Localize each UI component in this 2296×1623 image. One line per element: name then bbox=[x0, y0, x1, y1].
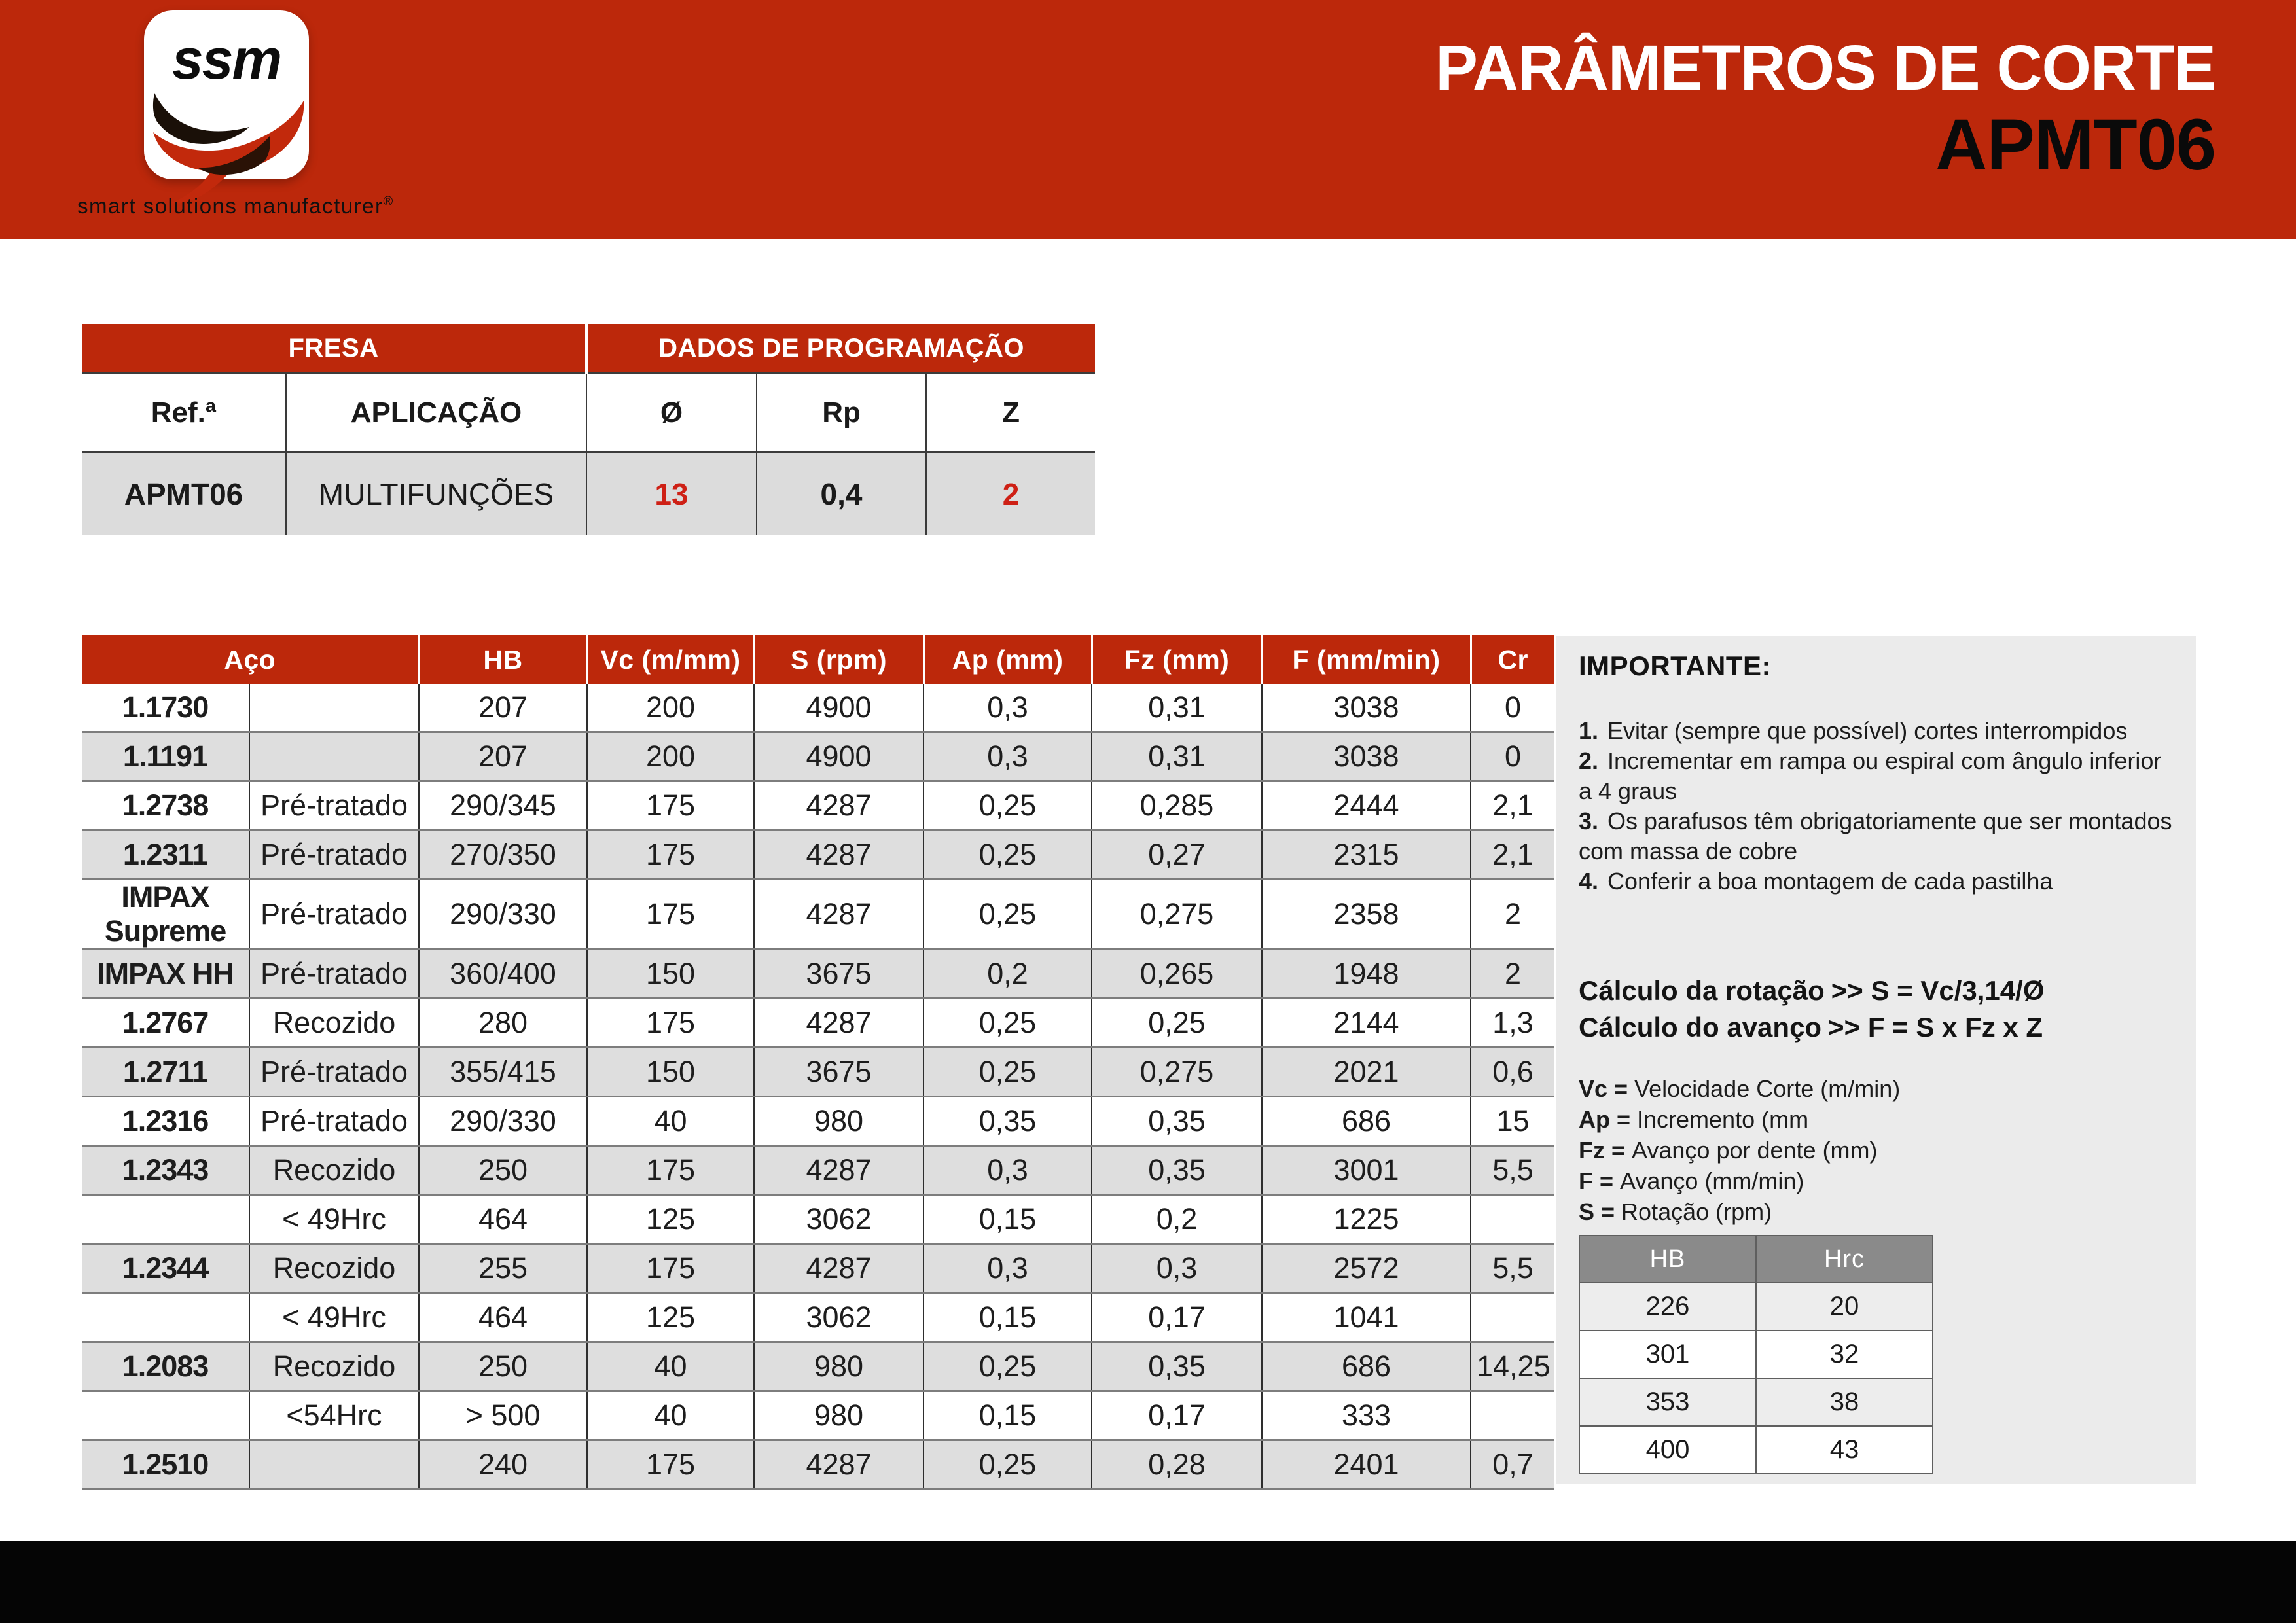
table-cell: 150 bbox=[587, 1048, 754, 1097]
table-cell: 0,3 bbox=[924, 732, 1092, 781]
table-cell: 4287 bbox=[754, 999, 924, 1048]
table-cell bbox=[82, 1293, 249, 1342]
table-cell: 0,25 bbox=[1092, 999, 1262, 1048]
table-cell: Recozido bbox=[249, 1342, 419, 1391]
col-aco: Aço bbox=[82, 635, 419, 684]
table-cell: 686 bbox=[1262, 1342, 1471, 1391]
table-cell: 3038 bbox=[1262, 684, 1471, 732]
table-cell: 1.2316 bbox=[82, 1097, 249, 1146]
tool-table-value-row bbox=[82, 452, 1095, 536]
ssm-swoosh-icon bbox=[135, 81, 325, 205]
table-cell: 0,25 bbox=[924, 830, 1092, 880]
note-item: 1. Evitar (sempre que possível) cortes interrompidos bbox=[1579, 717, 2128, 744]
table-cell: 14,25 bbox=[1471, 1342, 1554, 1391]
table-row bbox=[82, 781, 1554, 830]
table-cell: Pré-tratado bbox=[249, 880, 419, 950]
table-cell: 0 bbox=[1471, 684, 1554, 732]
table-cell: 3038 bbox=[1262, 732, 1471, 781]
table-cell bbox=[249, 684, 419, 732]
table-cell: 0,3 bbox=[924, 1244, 1092, 1293]
table-cell: Recozido bbox=[249, 1244, 419, 1293]
table-cell: 0,2 bbox=[924, 950, 1092, 999]
table-cell: 0,31 bbox=[1092, 684, 1262, 732]
table-row bbox=[82, 1391, 1554, 1440]
col-vc: Vc (m/mm) bbox=[587, 635, 754, 684]
table-cell: Recozido bbox=[249, 999, 419, 1048]
hardness-table bbox=[1579, 1235, 1933, 1474]
table-cell: 0 bbox=[1471, 732, 1554, 781]
table-cell: 2,1 bbox=[1471, 781, 1554, 830]
table-cell: 15 bbox=[1471, 1097, 1554, 1146]
table-cell: 3675 bbox=[754, 1048, 924, 1097]
table-cell: 2401 bbox=[1262, 1440, 1471, 1489]
table-cell: 0,31 bbox=[1092, 732, 1262, 781]
table-cell: 200 bbox=[587, 684, 754, 732]
table-cell: 226 bbox=[1579, 1283, 1756, 1330]
table-cell: 0,6 bbox=[1471, 1048, 1554, 1097]
table-cell: 1,3 bbox=[1471, 999, 1554, 1048]
table-cell: 0,35 bbox=[1092, 1342, 1262, 1391]
table-row bbox=[82, 1195, 1554, 1244]
table-cell: 400 bbox=[1579, 1426, 1756, 1474]
table-cell: 2,1 bbox=[1471, 830, 1554, 880]
table-row bbox=[1579, 1378, 1933, 1426]
table-cell: 0,28 bbox=[1092, 1440, 1262, 1489]
table-cell: 207 bbox=[419, 684, 587, 732]
table-cell: 1041 bbox=[1262, 1293, 1471, 1342]
page-title: PARÂMETROS DE CORTE bbox=[1435, 32, 2215, 103]
tool-ref-value: APMT06 bbox=[82, 452, 286, 536]
table-cell: 0,25 bbox=[924, 1048, 1092, 1097]
table-cell: 0,15 bbox=[924, 1293, 1092, 1342]
table-cell: 175 bbox=[587, 830, 754, 880]
table-cell: Pré-tratado bbox=[249, 950, 419, 999]
legend-item: Ap = Incremento (mm bbox=[1579, 1106, 1809, 1133]
table-cell: Pré-tratado bbox=[249, 1097, 419, 1146]
table-cell: Pré-tratado bbox=[249, 830, 419, 880]
formula-feed: Cálculo do avanço >> F = S x Fz x Z bbox=[1579, 1012, 2043, 1043]
table-cell: 2572 bbox=[1262, 1244, 1471, 1293]
table-cell: 4900 bbox=[754, 684, 924, 732]
table-cell: 0,35 bbox=[924, 1097, 1092, 1146]
table-cell: Recozido bbox=[249, 1146, 419, 1195]
table-row bbox=[82, 1440, 1554, 1489]
table-cell: 2021 bbox=[1262, 1048, 1471, 1097]
table-cell: 301 bbox=[1579, 1330, 1756, 1378]
table-cell: IMPAX HH bbox=[82, 950, 249, 999]
table-cell: 270/350 bbox=[419, 830, 587, 880]
table-cell: 40 bbox=[587, 1097, 754, 1146]
tool-diameter-value: 13 bbox=[586, 452, 757, 536]
table-cell: 0,275 bbox=[1092, 1048, 1262, 1097]
table-cell: 464 bbox=[419, 1195, 587, 1244]
table-cell: 0,17 bbox=[1092, 1391, 1262, 1440]
table-cell: 0,25 bbox=[924, 781, 1092, 830]
legend-item: S = Rotação (rpm) bbox=[1579, 1198, 1772, 1225]
col-s: S (rpm) bbox=[754, 635, 924, 684]
table-cell: 2444 bbox=[1262, 781, 1471, 830]
table-cell: 5,5 bbox=[1471, 1244, 1554, 1293]
table-cell: 0,25 bbox=[924, 880, 1092, 950]
table-row bbox=[82, 684, 1554, 732]
table-cell bbox=[249, 732, 419, 781]
legend-item: Vc = Velocidade Corte (m/min) bbox=[1579, 1075, 1901, 1102]
table-cell: 980 bbox=[754, 1391, 924, 1440]
table-cell: 1.2083 bbox=[82, 1342, 249, 1391]
cutting-table-header-row bbox=[82, 635, 1554, 684]
registered-mark: ® bbox=[383, 194, 394, 209]
col-hb: HB bbox=[419, 635, 587, 684]
table-cell: 0,7 bbox=[1471, 1440, 1554, 1489]
table-cell: 20 bbox=[1756, 1283, 1933, 1330]
table-cell: 175 bbox=[587, 1146, 754, 1195]
table-cell: 255 bbox=[419, 1244, 587, 1293]
table-cell: <54Hrc bbox=[249, 1391, 419, 1440]
table-cell: 4287 bbox=[754, 1146, 924, 1195]
table-row bbox=[82, 1146, 1554, 1195]
table-cell: 4287 bbox=[754, 1244, 924, 1293]
table-row bbox=[82, 1097, 1554, 1146]
hardness-table-body bbox=[1579, 1283, 1933, 1474]
notes-list bbox=[1579, 716, 2176, 897]
table-cell: 0,25 bbox=[924, 999, 1092, 1048]
table-cell: 2144 bbox=[1262, 999, 1471, 1048]
table-cell: 1948 bbox=[1262, 950, 1471, 999]
tool-col-z: Z bbox=[926, 374, 1095, 452]
col-fz: Fz (mm) bbox=[1092, 635, 1262, 684]
table-cell: 3675 bbox=[754, 950, 924, 999]
table-cell: 4287 bbox=[754, 781, 924, 830]
formula-rotation: Cálculo da rotação >> S = Vc/3,14/Ø bbox=[1579, 975, 2045, 1006]
formulas bbox=[1579, 972, 2176, 1046]
table-cell: Pré-tratado bbox=[249, 1048, 419, 1097]
table-cell: 0,3 bbox=[924, 1146, 1092, 1195]
legend-item: F = Avanço (mm/min) bbox=[1579, 1168, 1804, 1194]
table-cell: 0,265 bbox=[1092, 950, 1262, 999]
table-cell: 175 bbox=[587, 999, 754, 1048]
table-cell: 250 bbox=[419, 1342, 587, 1391]
table-cell: 0,285 bbox=[1092, 781, 1262, 830]
logo-tagline: smart solutions manufacturer® bbox=[77, 194, 394, 218]
table-row bbox=[82, 1342, 1554, 1391]
table-cell bbox=[1471, 1391, 1554, 1440]
table-row bbox=[82, 880, 1554, 950]
table-cell: 2 bbox=[1471, 880, 1554, 950]
table-cell: 1.2343 bbox=[82, 1146, 249, 1195]
table-cell: 1.1191 bbox=[82, 732, 249, 781]
header-band bbox=[0, 0, 2296, 239]
table-cell: 250 bbox=[419, 1146, 587, 1195]
tool-col-aplicacao: APLICAÇÃO bbox=[286, 374, 586, 452]
table-cell: 0,25 bbox=[924, 1440, 1092, 1489]
tool-table-group-row bbox=[82, 324, 1095, 374]
table-row bbox=[82, 732, 1554, 781]
table-cell: > 500 bbox=[419, 1391, 587, 1440]
table-cell bbox=[1471, 1195, 1554, 1244]
table-cell: 0,275 bbox=[1092, 880, 1262, 950]
ssm-logo bbox=[144, 10, 309, 179]
table-cell: 4900 bbox=[754, 732, 924, 781]
cutting-parameters-table bbox=[82, 635, 1554, 1490]
table-cell: 175 bbox=[587, 1440, 754, 1489]
table-row bbox=[82, 1244, 1554, 1293]
tool-col-ref: Ref.ª bbox=[82, 374, 286, 452]
table-row bbox=[1579, 1426, 1933, 1474]
table-row bbox=[82, 1293, 1554, 1342]
footer-bar bbox=[0, 1541, 2296, 1623]
table-cell: < 49Hrc bbox=[249, 1195, 419, 1244]
legend bbox=[1579, 1073, 2176, 1227]
table-cell: 686 bbox=[1262, 1097, 1471, 1146]
col-ap: Ap (mm) bbox=[924, 635, 1092, 684]
table-cell bbox=[82, 1195, 249, 1244]
table-cell: 1.2311 bbox=[82, 830, 249, 880]
table-cell: 175 bbox=[587, 880, 754, 950]
table-cell: 290/330 bbox=[419, 880, 587, 950]
notes-title: IMPORTANTE: bbox=[1579, 651, 1772, 681]
hardness-header-row bbox=[1579, 1236, 1933, 1283]
table-cell: 207 bbox=[419, 732, 587, 781]
note-item: 3. Os parafusos têm obrigatoriamente que ser montados com massa de cobre bbox=[1579, 808, 2172, 865]
table-cell: 175 bbox=[587, 1244, 754, 1293]
table-cell: 360/400 bbox=[419, 950, 587, 999]
table-cell: 175 bbox=[587, 781, 754, 830]
table-cell: 4287 bbox=[754, 1440, 924, 1489]
table-cell: 0,15 bbox=[924, 1391, 1092, 1440]
tool-table-header-dados: DADOS DE PROGRAMAÇÃO bbox=[586, 324, 1095, 374]
table-cell: 1.2738 bbox=[82, 781, 249, 830]
table-cell: 0,17 bbox=[1092, 1293, 1262, 1342]
hardness-col-hb: HB bbox=[1579, 1236, 1756, 1283]
tool-col-diameter: Ø bbox=[586, 374, 757, 452]
table-cell: 980 bbox=[754, 1342, 924, 1391]
note-item: 2. Incrementar em rampa ou espiral com ângulo inferior a 4 graus bbox=[1579, 747, 2162, 804]
table-row bbox=[82, 830, 1554, 880]
table-cell: 3001 bbox=[1262, 1146, 1471, 1195]
tool-rp-value: 0,4 bbox=[757, 452, 926, 536]
table-cell: 240 bbox=[419, 1440, 587, 1489]
cutting-table-body bbox=[82, 684, 1554, 1489]
table-cell: 464 bbox=[419, 1293, 587, 1342]
table-cell: 125 bbox=[587, 1293, 754, 1342]
table-cell: 32 bbox=[1756, 1330, 1933, 1378]
table-row bbox=[82, 950, 1554, 999]
tool-table-label-row bbox=[82, 374, 1095, 452]
table-cell: 1.2711 bbox=[82, 1048, 249, 1097]
table-cell: 0,27 bbox=[1092, 830, 1262, 880]
table-cell: 4287 bbox=[754, 880, 924, 950]
table-cell: 3062 bbox=[754, 1293, 924, 1342]
table-cell: 355/415 bbox=[419, 1048, 587, 1097]
table-cell: 0,15 bbox=[924, 1195, 1092, 1244]
col-f: F (mm/min) bbox=[1262, 635, 1471, 684]
tool-z-value: 2 bbox=[926, 452, 1095, 536]
col-cr: Cr bbox=[1471, 635, 1554, 684]
note-item: 4. Conferir a boa montagem de cada pastilha bbox=[1579, 868, 2053, 895]
legend-item: Fz = Avanço por dente (mm) bbox=[1579, 1137, 1878, 1164]
table-cell: 3062 bbox=[754, 1195, 924, 1244]
table-cell: 280 bbox=[419, 999, 587, 1048]
tool-col-rp: Rp bbox=[757, 374, 926, 452]
table-cell: 150 bbox=[587, 950, 754, 999]
table-cell: 5,5 bbox=[1471, 1146, 1554, 1195]
table-cell: IMPAX Supreme bbox=[82, 880, 249, 950]
tool-table-header-fresa: FRESA bbox=[82, 324, 586, 374]
table-cell: 2315 bbox=[1262, 830, 1471, 880]
table-cell: 1.2767 bbox=[82, 999, 249, 1048]
table-cell: 200 bbox=[587, 732, 754, 781]
table-cell: Pré-tratado bbox=[249, 781, 419, 830]
table-row bbox=[1579, 1283, 1933, 1330]
table-cell: 1.1730 bbox=[82, 684, 249, 732]
table-cell: 1225 bbox=[1262, 1195, 1471, 1244]
table-cell: 353 bbox=[1579, 1378, 1756, 1426]
table-cell: 0,35 bbox=[1092, 1146, 1262, 1195]
table-cell: 0,3 bbox=[1092, 1244, 1262, 1293]
product-code: APMT06 bbox=[1935, 105, 2215, 185]
table-row bbox=[1579, 1330, 1933, 1378]
table-cell: 0,35 bbox=[1092, 1097, 1262, 1146]
hardness-col-hrc: Hrc bbox=[1756, 1236, 1933, 1283]
table-cell: 40 bbox=[587, 1342, 754, 1391]
table-cell: 980 bbox=[754, 1097, 924, 1146]
tool-application-value: MULTIFUNÇÕES bbox=[286, 452, 586, 536]
table-cell: 290/330 bbox=[419, 1097, 587, 1146]
table-cell: 4287 bbox=[754, 830, 924, 880]
table-cell: 2 bbox=[1471, 950, 1554, 999]
ssm-logo-text: ssm bbox=[171, 28, 281, 91]
table-cell: 0,2 bbox=[1092, 1195, 1262, 1244]
table-cell: 125 bbox=[587, 1195, 754, 1244]
table-row bbox=[82, 999, 1554, 1048]
table-cell bbox=[249, 1440, 419, 1489]
table-cell: 1.2344 bbox=[82, 1244, 249, 1293]
table-cell bbox=[82, 1391, 249, 1440]
table-cell bbox=[1471, 1293, 1554, 1342]
table-cell: 290/345 bbox=[419, 781, 587, 830]
table-row bbox=[82, 1048, 1554, 1097]
table-cell: 333 bbox=[1262, 1391, 1471, 1440]
table-cell: 40 bbox=[587, 1391, 754, 1440]
table-cell: 38 bbox=[1756, 1378, 1933, 1426]
table-cell: 1.2510 bbox=[82, 1440, 249, 1489]
table-cell: 0,3 bbox=[924, 684, 1092, 732]
table-cell: 2358 bbox=[1262, 880, 1471, 950]
table-cell: 43 bbox=[1756, 1426, 1933, 1474]
tool-table bbox=[82, 324, 1095, 535]
table-cell: 0,25 bbox=[924, 1342, 1092, 1391]
table-cell: < 49Hrc bbox=[249, 1293, 419, 1342]
